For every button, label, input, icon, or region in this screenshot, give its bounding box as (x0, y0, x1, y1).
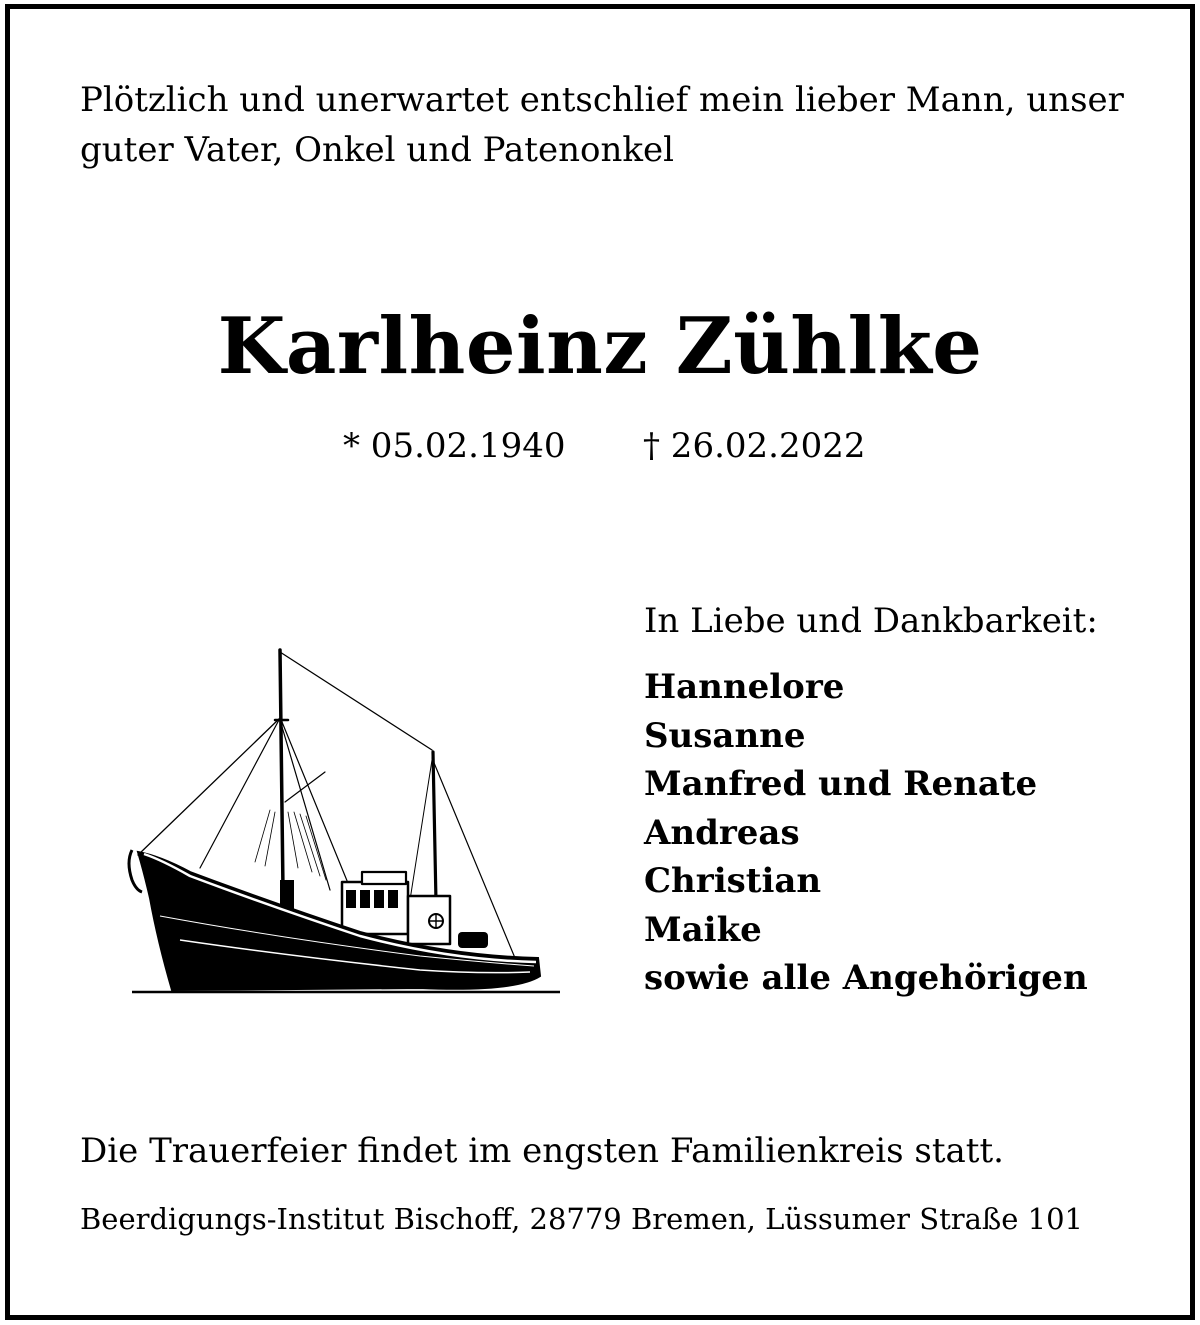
deceased-name: Karlheinz Zühlke (217, 301, 983, 392)
death-date: † 26.02.2022 (643, 426, 866, 466)
funeral-home-address: Beerdigungs-Institut Bischoff, 28779 Bremen, Lüssumer Straße 101 (80, 1202, 1083, 1236)
intro-line: guter Vater, Onkel und Patenonkel (80, 130, 674, 170)
mourner-name: Manfred und Renate (644, 764, 1038, 804)
mourner-name: Susanne (644, 715, 806, 756)
mourner-name: Andreas (644, 812, 800, 853)
ceremony-note: Die Trauerfeier findet im engsten Familienkreis statt. (80, 1131, 1004, 1171)
mourner-name: sowie alle Angehörigen (644, 958, 1088, 998)
birth-date: * 05.02.1940 (343, 426, 566, 466)
mourner-name: Hannelore (644, 667, 845, 707)
intro-line: Plötzlich und unerwartet entschlief mein lieber Mann, unser (80, 80, 1124, 120)
mourner-name: Christian (644, 861, 822, 901)
mourner-name: Maike (644, 909, 762, 950)
thanks-line: In Liebe und Dankbarkeit: (644, 601, 1098, 641)
fishing-boat-icon (120, 640, 570, 1000)
mourners-list (644, 663, 1088, 1003)
intro-text (80, 75, 1140, 175)
